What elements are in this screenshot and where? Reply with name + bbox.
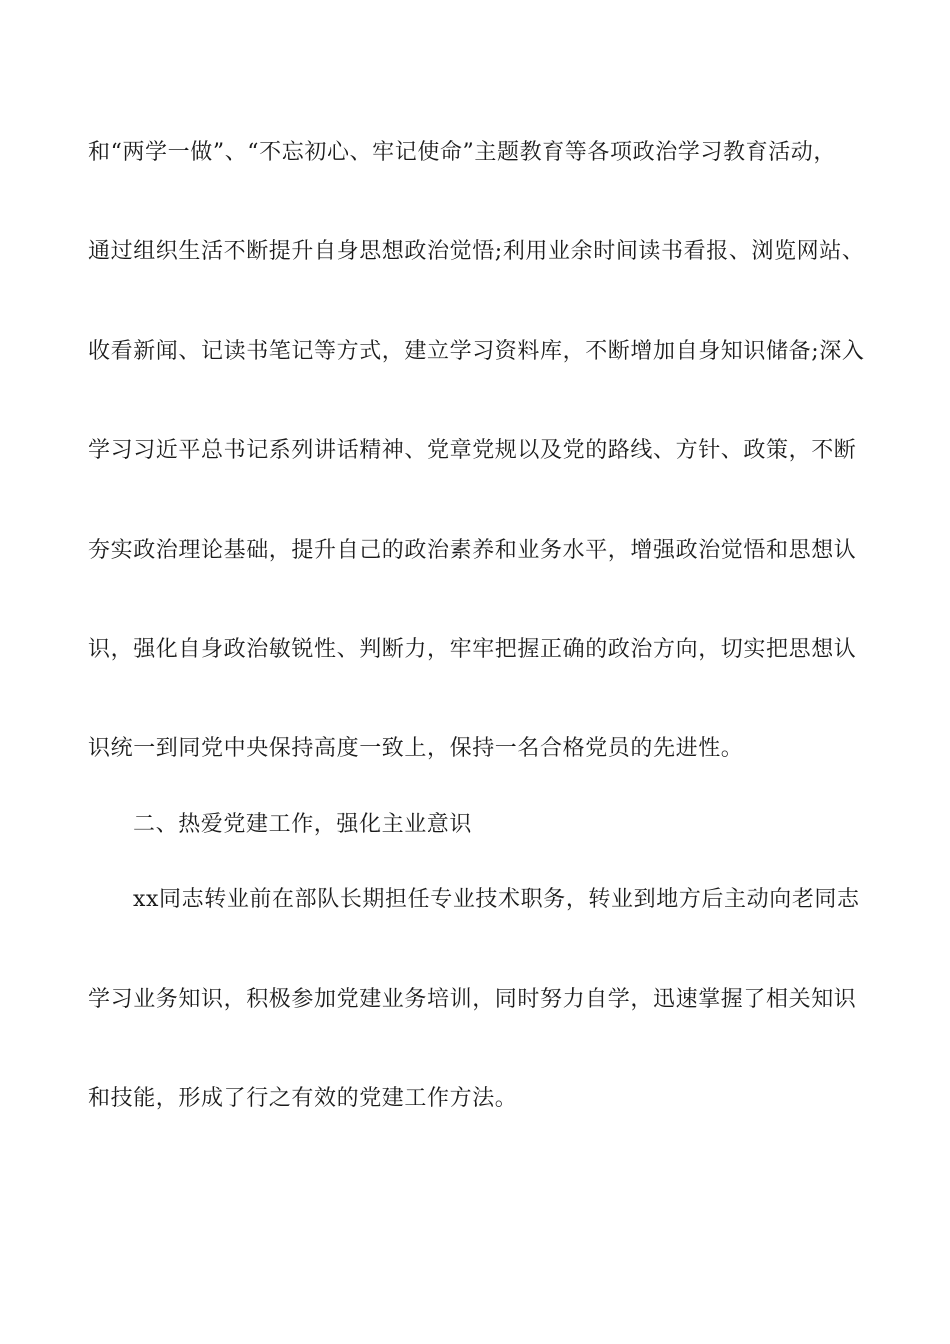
paragraph-line: 通过组织生活不断提升自身思想政治觉悟;利用业余时间读书看报、浏览网站、 [88, 239, 865, 264]
paragraph-line: 学习业务知识，积极参加党建业务培训，同时努力自学，迅速掌握了相关知识 [88, 987, 857, 1012]
section-heading: 二、热爱党建工作，强化主业意识 [133, 812, 473, 837]
paragraph-line: 学习习近平总书记系列讲话精神、党章党规以及党的路线、方针、政策，不断 [88, 438, 857, 463]
paragraph-line: xx同志转业前在部队长期担任专业技术职务，转业到地方后主动向老同志 [133, 887, 860, 912]
paragraph-line: 识，强化自身政治敏锐性、判断力，牢牢把握正确的政治方向，切实把思想认 [88, 637, 857, 662]
paragraph-line: 识统一到同党中央保持高度一致上，保持一名合格党员的先进性。 [88, 736, 744, 761]
paragraph-line: 夯实政治理论基础，提升自己的政治素养和业务水平，增强政治觉悟和思想认 [88, 538, 857, 563]
paragraph-line: 收看新闻、记读书笔记等方式，建立学习资料库，不断增加自身知识储备;深入 [88, 339, 865, 364]
paragraph-line: 和“两学一做”、“不忘初心、牢记使命”主题教育等各项政治学习教育活动， [88, 140, 836, 165]
paragraph-line: 和技能，形成了行之有效的党建工作方法。 [88, 1086, 518, 1111]
